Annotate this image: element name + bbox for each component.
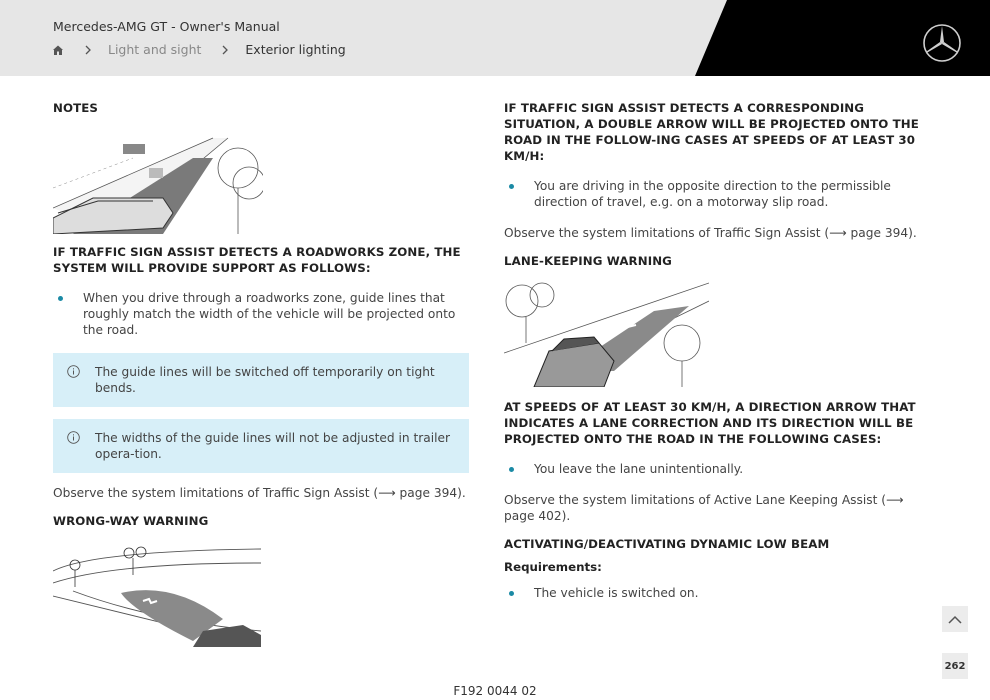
- home-icon[interactable]: [52, 44, 64, 56]
- observe-traffic-sign-assist-2[interactable]: Observe the system limitations of Traffic Sign Assist (⟶ page 394).: [504, 226, 917, 240]
- right-column: [504, 100, 920, 601]
- direction-arrow-bullet: [504, 461, 920, 477]
- requirements-label: Requirements:: [504, 560, 602, 574]
- wrong-way-heading: WRONG-WAY WARNING: [53, 514, 209, 528]
- left-column: [53, 100, 469, 647]
- roadworks-bullet: [53, 290, 469, 338]
- roadworks-heading: IF TRAFFIC SIGN ASSIST DETECTS A ROADWORKS ZONE, THE SYSTEM WILL PROVIDE SUPPORT AS FOLLOWS:: [53, 245, 461, 275]
- info-icon: [67, 365, 80, 378]
- observe-traffic-sign-assist[interactable]: Observe the system limitations of Traffic Sign Assist (⟶ page 394).: [53, 486, 466, 500]
- figure-reference: F192 0044 02: [453, 684, 537, 698]
- observe-active-lane-keeping[interactable]: Observe the system limitations of Active Lane Keeping Assist (⟶ page 402).: [504, 493, 904, 523]
- chevron-right-icon: [84, 45, 92, 55]
- bullet-text: The vehicle is switched on.: [534, 586, 699, 600]
- bullet-dot: [509, 467, 514, 472]
- bullet-dot: [509, 591, 514, 596]
- roadworks-illustration: [53, 128, 263, 234]
- bullet-dot: [509, 184, 514, 189]
- breadcrumb-light-and-sight[interactable]: Light and sight: [108, 42, 202, 57]
- double-arrow-bullet: [504, 178, 920, 210]
- lane-keeping-illustration: [504, 281, 709, 387]
- info-text: The widths of the guide lines will not be adjusted in trailer opera-tion.: [95, 431, 451, 461]
- info-note-trailer: [53, 419, 469, 473]
- lane-keeping-heading: LANE-KEEPING WARNING: [504, 254, 672, 268]
- scroll-to-top-button[interactable]: [942, 606, 968, 632]
- chevron-up-icon: [948, 615, 962, 624]
- mercedes-star-icon: [922, 23, 962, 63]
- info-text: The guide lines will be switched off temporarily on tight bends.: [95, 365, 435, 395]
- wrong-way-illustration: [53, 541, 261, 647]
- document-title: Mercedes-AMG GT - Owner's Manual: [53, 19, 280, 34]
- bullet-text: When you drive through a roadworks zone, guide lines that roughly match the width of the vehicle will be projected onto the road.: [83, 291, 456, 337]
- page-number-badge[interactable]: 262: [942, 653, 968, 679]
- notes-heading: NOTES: [53, 101, 99, 115]
- breadcrumb: [52, 42, 346, 57]
- info-icon: [67, 431, 80, 444]
- header-bar: [0, 0, 990, 76]
- direction-arrow-heading: AT SPEEDS OF AT LEAST 30 KM/H, A DIRECTION ARROW THAT INDICATES A LANE CORRECTION AND ITS DIRECTION WILL BE PROJECTED ONTO THE ROAD IN THE FOLLOWING CASES:: [504, 400, 916, 446]
- bullet-text: You leave the lane unintentionally.: [534, 462, 744, 476]
- bullet-dot: [58, 296, 63, 301]
- dynamic-low-beam-heading: ACTIVATING/DEACTIVATING DYNAMIC LOW BEAM: [504, 537, 830, 551]
- info-note-tight-bends: [53, 353, 469, 407]
- breadcrumb-exterior-lighting: Exterior lighting: [245, 42, 346, 57]
- double-arrow-heading: IF TRAFFIC SIGN ASSIST DETECTS A CORRESPONDING SITUATION, A DOUBLE ARROW WILL BE PROJECTED ONTO THE ROAD IN THE FOLLOW-ING CASES AT SPEEDS OF AT LEAST 30 KM/H:: [504, 101, 919, 163]
- chevron-right-icon: [221, 45, 229, 55]
- bullet-text: You are driving in the opposite direction to the permissible direction of travel, e.g. on a motorway slip road.: [534, 179, 891, 209]
- requirements-bullet: [504, 585, 920, 601]
